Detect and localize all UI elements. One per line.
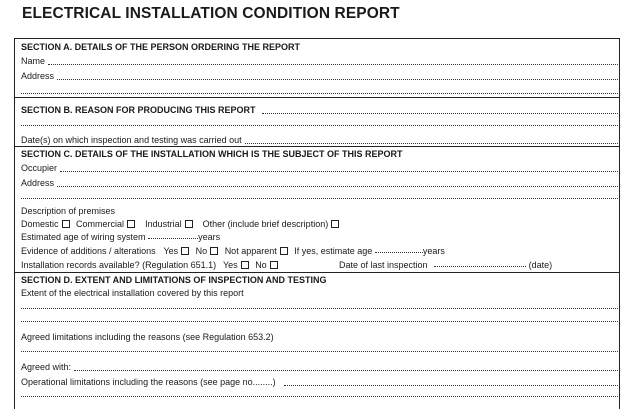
report-title: ELECTRICAL INSTALLATION CONDITION REPORT xyxy=(22,5,400,22)
commercial-label: Commercial xyxy=(76,219,125,229)
section-b-heading: SECTION B. REASON FOR PRODUCING THIS REPORT xyxy=(21,105,256,115)
occupier-label: Occupier xyxy=(21,163,58,173)
if-yes-age-label: If yes, estimate age xyxy=(294,246,373,256)
not-apparent-label: Not apparent xyxy=(224,246,277,256)
operational-continuation-line[interactable] xyxy=(21,396,618,397)
domestic-checkbox[interactable] xyxy=(62,220,70,228)
address-label-a: Address xyxy=(21,71,55,81)
premises-options-row xyxy=(21,219,343,229)
records-no-checkbox[interactable] xyxy=(270,261,278,269)
reason-continuation-line[interactable] xyxy=(21,125,618,126)
additions-label: Evidence of additions / alterations xyxy=(21,246,156,256)
inspection-dates-input-line[interactable] xyxy=(245,142,618,144)
industrial-checkbox[interactable] xyxy=(185,220,193,228)
address-input-line-a[interactable] xyxy=(57,78,618,80)
extent-input-line-1[interactable] xyxy=(21,308,618,309)
last-inspection-label: Date of last inspection xyxy=(339,260,428,270)
additions-no-checkbox[interactable] xyxy=(210,247,218,255)
limitations-label: Agreed limitations including the reasons (see Regulation 653.2) xyxy=(21,332,274,342)
additions-no-label: No xyxy=(195,246,208,256)
last-inspection-input-line[interactable] xyxy=(434,265,526,267)
address-continuation-line-a[interactable] xyxy=(21,93,618,94)
commercial-checkbox[interactable] xyxy=(127,220,135,228)
not-apparent-checkbox[interactable] xyxy=(280,247,288,255)
name-label: Name xyxy=(21,56,46,66)
inspection-dates-label: Date(s) on which inspection and testing was carried out xyxy=(21,135,242,145)
address-continuation-line-c[interactable] xyxy=(21,198,618,199)
premises-label: Description of premises xyxy=(21,206,116,216)
operational-limitations-label: Operational limitations including the reasons (see page no........) xyxy=(21,377,276,387)
domestic-label: Domestic xyxy=(21,219,59,229)
operational-limitations-input-line[interactable] xyxy=(284,384,618,386)
records-label: Installation records available? (Regulation 651.1) xyxy=(21,260,217,270)
address-input-line-c[interactable] xyxy=(57,185,618,187)
section-c-heading-row xyxy=(21,147,618,159)
agreed-with-label: Agreed with: xyxy=(21,362,72,372)
additions-yes-checkbox[interactable] xyxy=(181,247,189,255)
section-b-heading-row[interactable] xyxy=(21,103,618,115)
records-yes-checkbox[interactable] xyxy=(241,261,249,269)
name-field-row[interactable] xyxy=(21,54,618,66)
limitations-input-line[interactable] xyxy=(21,351,618,352)
operational-limitations-row[interactable] xyxy=(21,375,618,387)
limitations-row xyxy=(21,330,618,342)
other-label: Other (include brief description) xyxy=(202,219,329,229)
address-label-c: Address xyxy=(21,178,55,188)
other-checkbox[interactable] xyxy=(331,220,339,228)
records-row xyxy=(21,260,282,270)
section-d-heading: SECTION D. EXTENT AND LIMITATIONS OF INSPECTION AND TESTING xyxy=(21,275,327,285)
occupier-field-row[interactable] xyxy=(21,161,618,173)
records-no-label: No xyxy=(255,260,267,270)
additions-age-unit: years xyxy=(422,246,445,256)
industrial-label: Industrial xyxy=(145,219,182,229)
occupier-input-line[interactable] xyxy=(60,170,618,172)
wiring-age-label: Estimated age of wiring system xyxy=(21,232,146,242)
section-c-heading: SECTION C. DETAILS OF THE INSTALLATION WHICH IS THE SUBJECT OF THIS REPORT xyxy=(21,149,403,159)
address-field-row-c[interactable] xyxy=(21,176,618,188)
additions-row xyxy=(21,246,445,256)
agreed-with-input-line[interactable] xyxy=(74,369,618,371)
section-a-heading-row xyxy=(21,40,618,52)
last-inspection-row xyxy=(339,260,552,270)
additions-yes-label: Yes xyxy=(163,246,179,256)
address-field-row-a[interactable] xyxy=(21,69,618,81)
inspection-dates-row[interactable] xyxy=(21,133,618,145)
wiring-age-input-line[interactable] xyxy=(148,237,198,239)
section-a-heading: SECTION A. DETAILS OF THE PERSON ORDERING THE REPORT xyxy=(21,42,301,52)
agreed-with-row[interactable] xyxy=(21,360,618,372)
wiring-age-row xyxy=(21,232,220,242)
name-input-line[interactable] xyxy=(48,63,618,65)
extent-row xyxy=(21,286,618,298)
reason-input-line[interactable] xyxy=(262,112,618,114)
records-yes-label: Yes xyxy=(222,260,238,270)
section-d-heading-row xyxy=(21,273,618,285)
additions-age-input-line[interactable] xyxy=(375,251,423,253)
wiring-age-unit: years xyxy=(198,232,221,242)
extent-input-line-2[interactable] xyxy=(21,321,618,322)
section-divider-ab xyxy=(14,97,620,98)
extent-label: Extent of the electrical installation covered by this report xyxy=(21,288,244,298)
last-inspection-date-suffix: (date) xyxy=(528,260,553,270)
